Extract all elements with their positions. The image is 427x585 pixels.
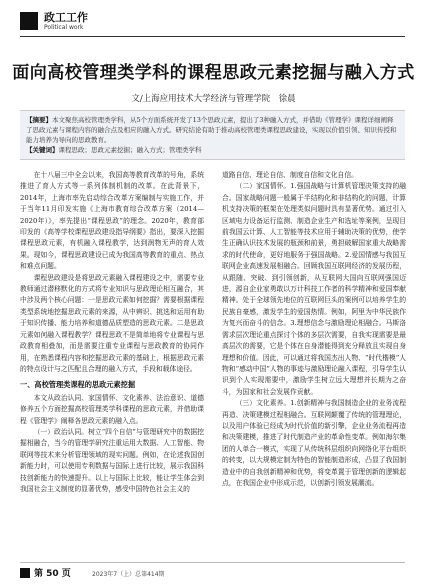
- abstract-label: 【摘要】: [26, 116, 52, 124]
- page-footer: [0, 558, 427, 585]
- section-subtitle: Political work: [44, 24, 84, 31]
- paragraph: 本文从政治认同、家国情怀、文化素养、法治意识、道德修养五个方面挖掘高校管理类学科课程的思政元素，并借助课程《管理学》阐释各思政元素的融入点。: [20, 393, 204, 425]
- abstract-text: 本文聚焦高校管理类学科，从5个方面系统开发了13个思政元素，提出了3种融入方式，并借助《管理学》课程详细阐释了思政元素与课程内容的融合点及相应的融入方式。研究结论有助于推动高校管理类课程思政建设，实现以价值引领、知识传授和能力培养为导向的思政教育。: [26, 116, 397, 144]
- left-column: [20, 170, 204, 495]
- paragraph: 课程思政建设是将思政元素融入课程建设之中，需要专业教师通过潜移默化的方式将专业知识与思政理论相互融合，其中涉及两个核心问题：一是思政元素如何挖掘？需要根据课程类型系统地挖掘思政元素的来源，从中辨识、挑选和运用有助于知识传播、能力培养和道德品质塑造的思政元素。二是思政元素如何融入课程教学？课程思政不是简单地将专业课程与思政教育相叠加，而是需要注重专业课程与思政教育的协同作用，在熟悉课程内容和挖掘思政元素的基础上，根据思政元素的特点设计与之匹配且合理的融入方式，手段和载体途径。: [20, 273, 204, 373]
- page-number: 第 50 页: [34, 569, 71, 579]
- keywords-text: 课程思政；思政元素挖掘；融入方式；管理类学科: [58, 146, 202, 154]
- header-divider: [20, 36, 405, 37]
- keywords: [26, 145, 399, 155]
- section-title: 政工工作: [44, 11, 88, 24]
- keywords-label: 【关键词】: [26, 146, 59, 154]
- article-author: 文/上海应用技术大学经济与管理学院 徐晨: [131, 94, 296, 104]
- page-marker-icon: [20, 568, 30, 578]
- page-header: [0, 0, 427, 42]
- right-column: [222, 170, 406, 489]
- abstract-box: [20, 110, 405, 160]
- section-heading: 一、高校管理类课程的思政元素挖掘: [20, 380, 136, 390]
- paragraph: 道路自信、理论自信、制度自信和文化自信。: [222, 171, 358, 179]
- paragraph: （三）文化素养。1.创新精神与我国制造企业的业务流程再造、决策建模过程相融合。互联网颠覆了传统的管理理论，以及用户体验已经成为时代价值的新引擎，企业业务流程再造和决策建模，推进了时代制造产业的革命性变革。例如海尔集团的人单合一模式，实现了从传统科层组织向网络化平台组织的转变，以大规模定制为特色的智能制造形成，凸显了我国制造业中的自我创新精神和优势，将变革置于管理创新的逻辑起点，在我国企业中形成示范，以创新引领发展潮流。: [222, 399, 406, 487]
- paragraph: （一）政治认同。树立“四个自信”与管理研究中的数据挖掘相融合，当今的管理学研究注重运用大数据、人工智能、物联网等技术来分析管理领域的现实问题。例如，在论述我国创新能力时，可以使用专利数据与国际上进行比较，展示我国科技创新能力的快速提升。以上与国际上比较，能让学生体会到我国社会主义制度的显著优势，感受中国特色社会主义的: [20, 427, 204, 493]
- paragraph: 在十八届三中全会以来，我国高等教育改革的号角，系统推进了育人方式等一系列体制机制的改革。在此背景下，2014年，上海市率先启动综合改革方案编制与实施工作，并于当年11月印发实施《上海市教育综合改革方案（2014—2020年）》，率先提出“课程思政”的理念。2020年，教育部印发的《高等学校课程思政建设指导纲要》指出，要深入挖掘课程思政元素，有机融入课程教学，达到润物无声的育人效果。现如今，课程思政建设已成为我国高等教育的重点、热点和难点问题。: [20, 171, 204, 271]
- paragraph: （二）家国情怀。1.强国战略与计算机管理决策支持的融合。国家战略问题一般属于半结构化和非结构化的问题，计算机支持决策的框架在处理类似问题时具有显著优势。通过引入区域电力设备运行监测、制造企业生产和选址等案例，呈现目前我国云计算、人工智能等技术应用于辅助决策的优势，使学生正确认识技术发展的瓶颈和前景，勇担破解国家重大战略需求的时代使命，更好地服务于强国战略。2.爱国情感与我国互联网企业高速发展相融合。回顾我国互联网经济的发展历程，从跟随、突破、到引领创新，从互联网大国向互联网强国迈进，源自企业家勇敢以万计科技工作者的科学精神和爱国奉献精神。处于全球领先地位的互联网巨头的案例可以培养学生的民族自豪感，激发学生的爱国热情。例如，阿里为中华民族作为复兴而奋斗的信念。3.理想信念与激励理论相融合。马斯洛需求层次理论重点探讨个体的多层次需要，自我实现需要是最高层次的需要，它是个体在自身潜能得到充分释放且实现自身理想和价值。因此，可以通过将我国杰出人物、“时代楷模”人物和“感动中国”人物的事迹与激励理论融入课程，引导学生认识到个人实现需要中，激励学生树立远大理想并长期为之奋斗，为国家和社会发展作贡献。: [222, 182, 406, 396]
- article-title: 面向高校管理类学科的课程思政元素挖掘与融入方式: [12, 63, 415, 83]
- section-marker-icon: [20, 12, 38, 30]
- footer-divider: [20, 562, 405, 563]
- abstract: [26, 115, 399, 145]
- issue-info: 2023年7（上）总第414期: [92, 571, 165, 578]
